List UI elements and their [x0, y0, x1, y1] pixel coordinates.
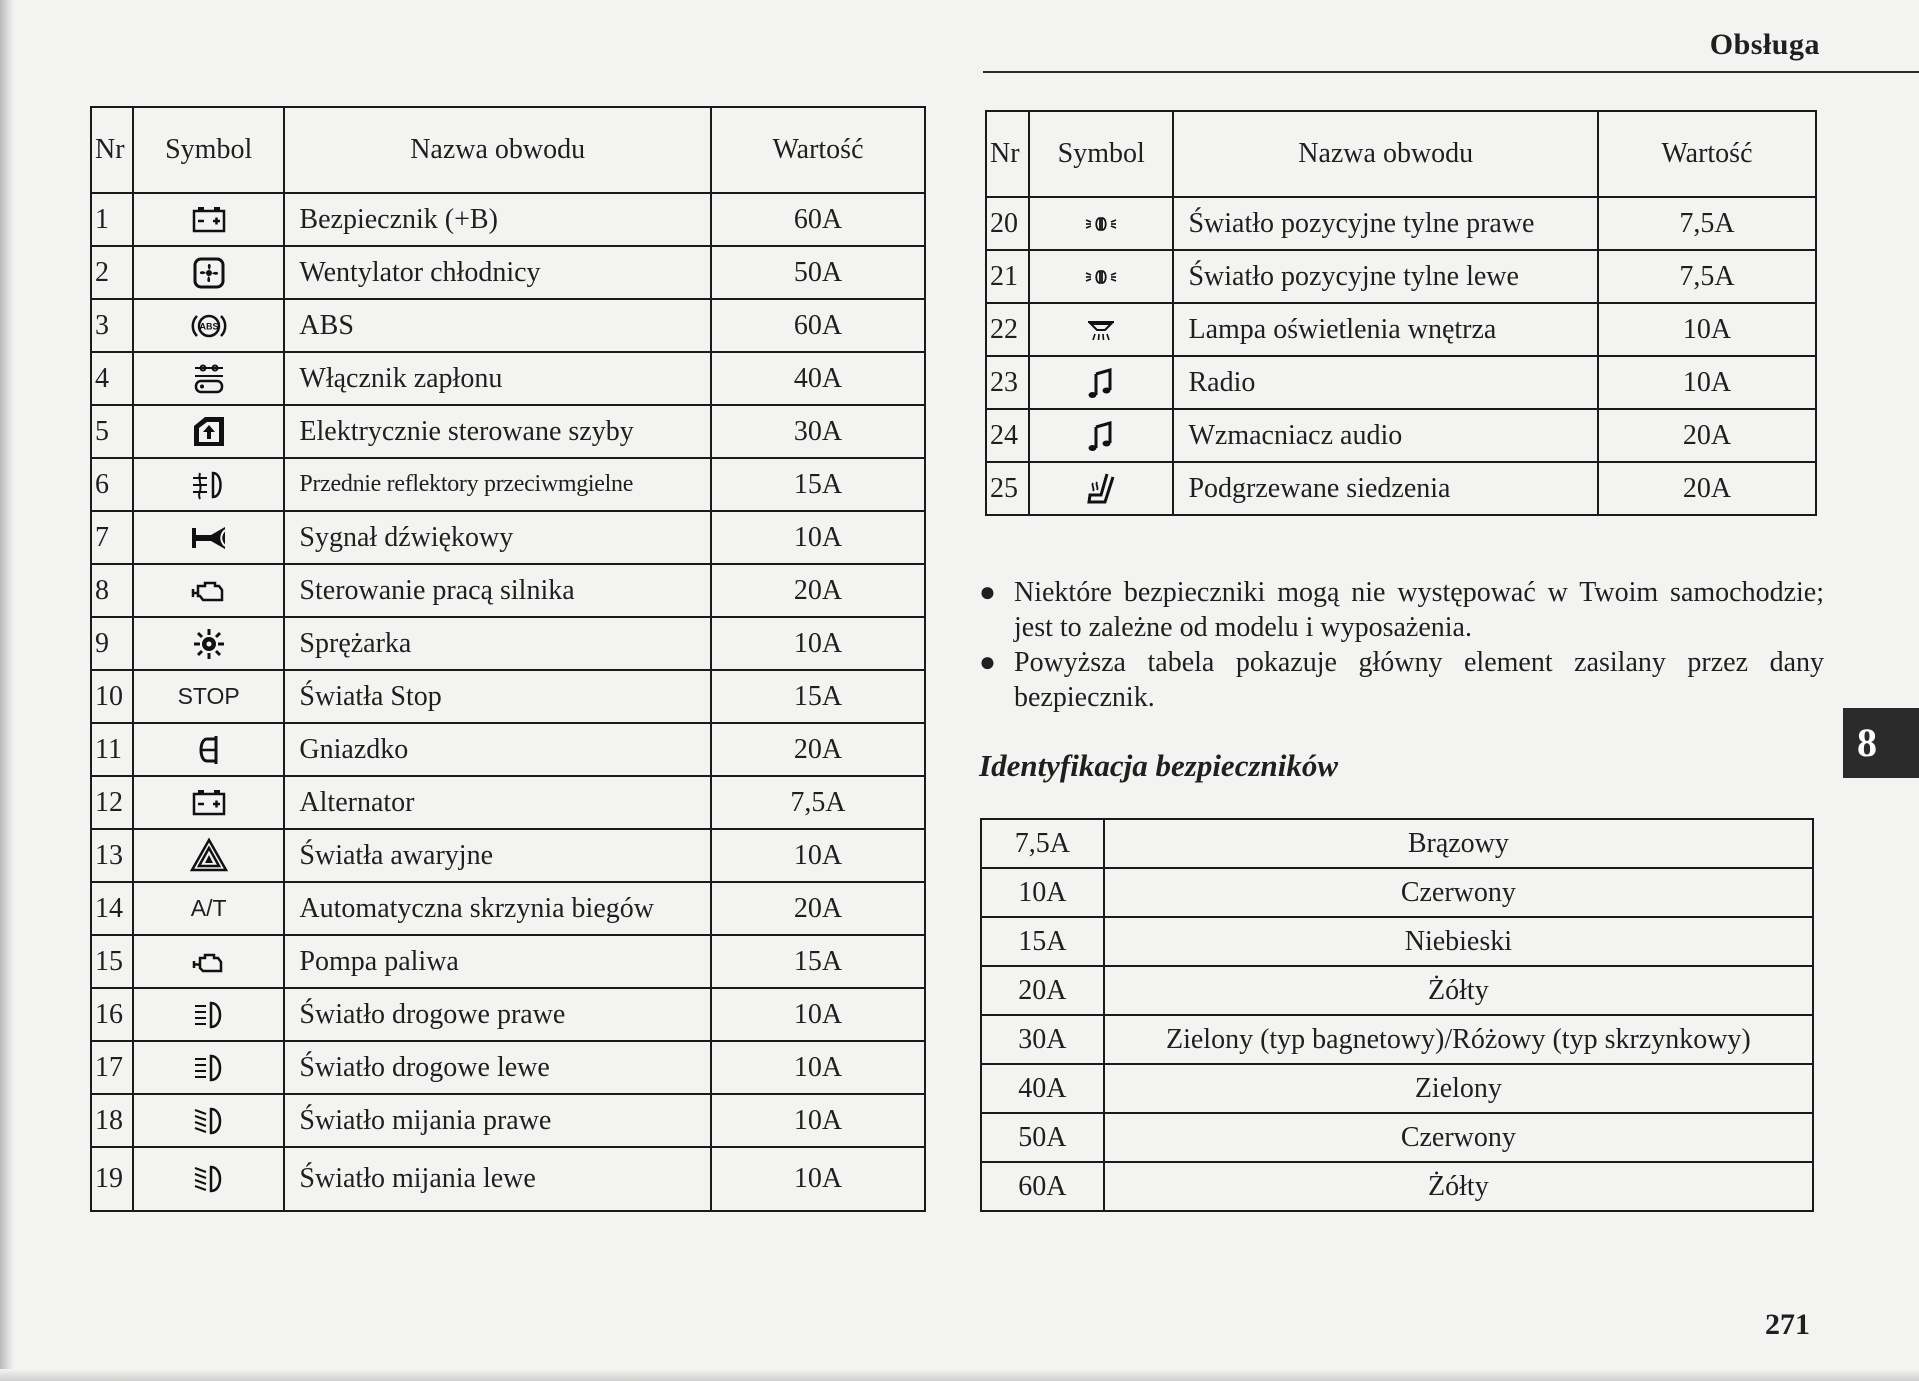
table-row: [981, 1064, 1813, 1113]
circuit-name: Sterowanie pracą silnika: [284, 564, 711, 617]
fuse-value: 10A: [711, 829, 925, 882]
fuse-color: Zielony (typ bagnetowy)/Różowy (typ skrzynkowy): [1104, 1015, 1813, 1064]
table-row: [91, 564, 925, 617]
table-row: [981, 1162, 1813, 1211]
header-rule: [983, 71, 1919, 73]
circuit-name: Sprężarka: [284, 617, 711, 670]
fuse-number: 9: [91, 617, 133, 670]
fuse-number: 25: [986, 462, 1029, 515]
fuse-rating: 20A: [981, 966, 1104, 1015]
circuit-name: Światło mijania prawe: [284, 1094, 711, 1147]
fuse-value: 60A: [711, 193, 925, 246]
circuit-name: Automatyczna skrzynia biegów: [284, 882, 711, 935]
circuit-name: Sygnał dźwiękowy: [284, 511, 711, 564]
fuse-number: 5: [91, 405, 133, 458]
horn-icon: [187, 518, 231, 558]
page-bottom-edge: [0, 1369, 1919, 1381]
table-row: [981, 1113, 1813, 1162]
low-beam-icon: [187, 1101, 231, 1141]
fuse-number: 13: [91, 829, 133, 882]
table-row: [986, 356, 1816, 409]
high-beam-icon: [187, 1048, 231, 1088]
column-header-value: Wartość: [711, 107, 925, 193]
fuse-value: 10A: [711, 1147, 925, 1211]
fuse-value: 30A: [711, 405, 925, 458]
fuse-color: Zielony: [1104, 1064, 1813, 1113]
table-row: [91, 1147, 925, 1211]
table-row: [91, 776, 925, 829]
column-header-symbol: Symbol: [1029, 111, 1174, 197]
circuit-name: Światło pozycyjne tylne prawe: [1173, 197, 1598, 250]
fuse-number: 14: [91, 882, 133, 935]
fuse-value: 40A: [711, 352, 925, 405]
fuse-value: 60A: [711, 299, 925, 352]
front-fog-light-icon: [187, 465, 231, 505]
fuse-color: Czerwony: [1104, 1113, 1813, 1162]
circuit-name: Pompa paliwa: [284, 935, 711, 988]
fuse-value: 15A: [711, 670, 925, 723]
table-row: [91, 935, 925, 988]
fuse-rating: 50A: [981, 1113, 1104, 1162]
table-row: [986, 197, 1816, 250]
table-header-row: [91, 107, 925, 193]
table-row: [91, 299, 925, 352]
circuit-name: Bezpiecznik (+B): [284, 193, 711, 246]
fuse-number: 11: [91, 723, 133, 776]
note-text: Niektóre bezpieczniki mogą nie występować w Twoim samochodzie; jest to zależne od modelu i wyposażenia.: [1014, 577, 1824, 643]
circuit-name: Alternator: [284, 776, 711, 829]
fuse-value: 10A: [711, 511, 925, 564]
table-row: [91, 617, 925, 670]
circuit-name: Wentylator chłodnicy: [284, 246, 711, 299]
table-row: [91, 458, 925, 511]
chapter-tab: [1843, 708, 1919, 778]
battery-icon: [187, 783, 231, 823]
column-header-nr: Nr: [91, 107, 133, 193]
fuse-value: 20A: [711, 882, 925, 935]
chapter-number: 8: [1857, 720, 1877, 765]
fuse-number: 22: [986, 303, 1029, 356]
column-header-nr: Nr: [986, 111, 1029, 197]
fuse-number: 4: [91, 352, 133, 405]
bullet-icon: ●: [979, 577, 996, 608]
fuse-value: 10A: [1598, 303, 1816, 356]
fuse-number: 17: [91, 1041, 133, 1094]
circuit-name: Światło drogowe prawe: [284, 988, 711, 1041]
fuse-number: 6: [91, 458, 133, 511]
battery-icon: [187, 200, 231, 240]
table-row: [91, 246, 925, 299]
table-row: [91, 829, 925, 882]
table-row: [91, 723, 925, 776]
note-item: [979, 645, 1824, 715]
fuse-value: 7,5A: [1598, 197, 1816, 250]
identification-heading: Identyfikacja bezpieczników: [979, 748, 1339, 783]
notes: [979, 575, 1824, 715]
circuit-name: Podgrzewane siedzenia: [1173, 462, 1598, 515]
circuit-name: Światło mijania lewe: [284, 1147, 711, 1211]
table-row: [91, 988, 925, 1041]
music-note-icon: [1079, 416, 1123, 456]
table-row: [91, 405, 925, 458]
fuse-value: 7,5A: [711, 776, 925, 829]
fuse-number: 21: [986, 250, 1029, 303]
fuse-number: 23: [986, 356, 1029, 409]
bullet-icon: ●: [979, 647, 996, 678]
fuse-rating: 40A: [981, 1064, 1104, 1113]
fuse-value: 10A: [711, 1041, 925, 1094]
column-header-symbol: Symbol: [133, 107, 284, 193]
fuse-value: 20A: [1598, 409, 1816, 462]
fuse-value: 15A: [711, 458, 925, 511]
fuse-number: 15: [91, 935, 133, 988]
circuit-name: Radio: [1173, 356, 1598, 409]
circuit-name: Światło drogowe lewe: [284, 1041, 711, 1094]
circuit-name: Lampa oświetlenia wnętrza: [1173, 303, 1598, 356]
table-row: [986, 303, 1816, 356]
note-text: Powyższa tabela pokazuje główny element zasilany przez dany bezpiecznik.: [1014, 647, 1824, 713]
fuel-pump-icon: [187, 942, 231, 982]
table-row: [986, 409, 1816, 462]
note-item: [979, 575, 1824, 645]
fuse-number: 3: [91, 299, 133, 352]
fuse-color: Czerwony: [1104, 868, 1813, 917]
ac-compressor-icon: [187, 624, 231, 664]
high-beam-icon: [187, 995, 231, 1035]
music-note-icon: [1079, 363, 1123, 403]
table-row: [986, 250, 1816, 303]
fuse-value: 15A: [711, 935, 925, 988]
ignition-switch-icon: [187, 359, 231, 399]
circuit-name: Gniazdko: [284, 723, 711, 776]
circuit-name: Światło pozycyjne tylne lewe: [1173, 250, 1598, 303]
fuse-rating: 10A: [981, 868, 1104, 917]
interior-light-icon: [1079, 310, 1123, 350]
table-row: [981, 966, 1813, 1015]
fuse-table-right: [985, 110, 1817, 516]
engine-icon: [187, 571, 231, 611]
circuit-name: Wzmacniacz audio: [1173, 409, 1598, 462]
table-row: [981, 1015, 1813, 1064]
svg-text:ABS: ABS: [199, 321, 219, 331]
fuse-color: Niebieski: [1104, 917, 1813, 966]
table-row: [986, 462, 1816, 515]
hazard-warning-icon: [187, 836, 231, 876]
fuse-value: 50A: [711, 246, 925, 299]
stop-symbol: STOP: [133, 670, 284, 723]
table-row: [981, 819, 1813, 868]
page-number: 271: [1765, 1308, 1810, 1341]
fuse-value: 10A: [711, 988, 925, 1041]
table-row: [91, 352, 925, 405]
fuse-number: 10: [91, 670, 133, 723]
page-binding-edge: [0, 0, 14, 1381]
circuit-name: Światła Stop: [284, 670, 711, 723]
fuse-value: 20A: [1598, 462, 1816, 515]
circuit-name: ABS: [284, 299, 711, 352]
table-row: [981, 868, 1813, 917]
table-row: [91, 670, 925, 723]
fuse-rating: 15A: [981, 917, 1104, 966]
fuse-number: 16: [91, 988, 133, 1041]
fuse-number: 20: [986, 197, 1029, 250]
circuit-name: Włącznik zapłonu: [284, 352, 711, 405]
fuse-table-left: [90, 106, 926, 1212]
fuse-number: 8: [91, 564, 133, 617]
fuse-color: Żółty: [1104, 1162, 1813, 1211]
table-header-row: [986, 111, 1816, 197]
power-window-icon: [187, 412, 231, 452]
column-header-name: Nazwa obwodu: [284, 107, 711, 193]
table-row: [91, 193, 925, 246]
abs-icon: [187, 306, 231, 346]
fuse-color: Żółty: [1104, 966, 1813, 1015]
fuse-number: 7: [91, 511, 133, 564]
position-light-icon: [1079, 204, 1123, 244]
fuse-rating: 30A: [981, 1015, 1104, 1064]
fuse-value: 20A: [711, 564, 925, 617]
fuse-number: 12: [91, 776, 133, 829]
column-header-value: Wartość: [1598, 111, 1816, 197]
table-row: [91, 1094, 925, 1147]
circuit-name: Elektrycznie sterowane szyby: [284, 405, 711, 458]
fuse-color: Brązowy: [1104, 819, 1813, 868]
fuse-value: 10A: [711, 617, 925, 670]
fuse-number: 1: [91, 193, 133, 246]
table-row: [91, 511, 925, 564]
heated-seat-icon: [1079, 469, 1123, 509]
radiator-fan-icon: [187, 253, 231, 293]
low-beam-icon: [187, 1159, 231, 1199]
circuit-name: Światła awaryjne: [284, 829, 711, 882]
column-header-name: Nazwa obwodu: [1173, 111, 1598, 197]
table-row: [981, 917, 1813, 966]
fuse-number: 2: [91, 246, 133, 299]
circuit-name: Przednie reflektory przeciwmgielne: [284, 458, 711, 511]
fuse-number: 18: [91, 1094, 133, 1147]
fuse-value: 10A: [711, 1094, 925, 1147]
fuse-number: 24: [986, 409, 1029, 462]
fuse-number: 19: [91, 1147, 133, 1211]
fuse-rating: 7,5A: [981, 819, 1104, 868]
power-socket-icon: [187, 730, 231, 770]
fuse-identification-table: [980, 818, 1814, 1212]
fuse-value: 10A: [1598, 356, 1816, 409]
fuse-rating: 60A: [981, 1162, 1104, 1211]
section-title: Obsługa: [1709, 28, 1820, 61]
at-symbol: A/T: [133, 882, 284, 935]
table-row: [91, 882, 925, 935]
fuse-value: 7,5A: [1598, 250, 1816, 303]
fuse-value: 20A: [711, 723, 925, 776]
position-light-icon: [1079, 257, 1123, 297]
table-row: [91, 1041, 925, 1094]
